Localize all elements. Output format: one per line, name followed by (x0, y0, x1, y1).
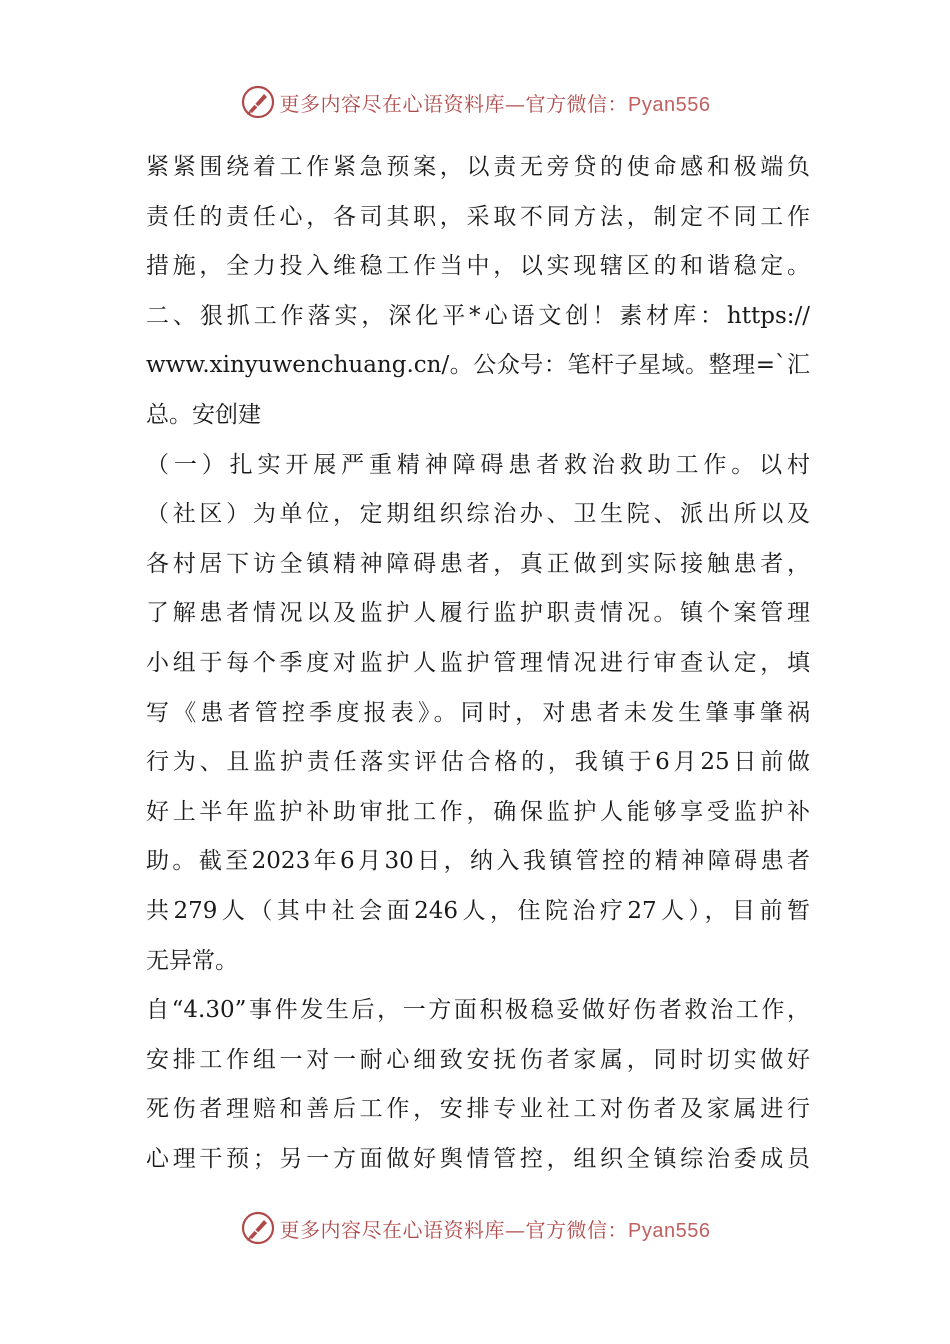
text-line: 二、狠抓工作落实，深化平*心语文创！素材库：https:// (146, 302, 810, 329)
footer-banner (0, 1208, 950, 1248)
text-line: 共279人（其中社会面246人，住院治疗27人），目前暂 (146, 897, 810, 924)
text-line: 紧紧围绕着工作紧急预案，以责无旁贷的使命感和极端负 (146, 154, 810, 180)
footer-banner-account: Pyan556 (628, 1219, 711, 1242)
text-line: 各村居下访全镇精神障碍患者，真正做到实际接触患者， (146, 550, 810, 577)
text-line: 行为、且监护责任落实评估合格的，我镇于6月25日前做 (146, 749, 810, 776)
header-banner-text (280, 88, 711, 117)
text-line: 了解患者情况以及监护人履行监护职责情况。镇个案管理 (146, 600, 810, 627)
text-line: 自“4.30”事件发生后，一方面积极稳妥做好伤者救治工作， (146, 997, 810, 1024)
text-line: 心理干预；另一方面做好舆情管控，组织全镇综治委成员 (146, 1145, 810, 1172)
footer-banner-label: 更多内容尽在心语资料库—官方微信： (279, 1217, 629, 1242)
text-line: 好上半年监护补助审批工作，确保监护人能够享受监护补 (146, 798, 810, 825)
text-line: 无异常。 (146, 947, 238, 974)
text-line: 措施，全力投入维稳工作当中，以实现辖区的和谐稳定。 (146, 253, 810, 280)
text-line: 助。截至2023年6月30日，纳入我镇管控的精神障碍患者 (146, 848, 810, 875)
text-line: 死伤者理赔和善后工作，安排专业社工对伤者及家属进行 (146, 1096, 810, 1123)
pen-logo-icon (240, 84, 276, 120)
document-body (146, 143, 810, 1184)
text-line: 安排工作组一对一耐心细致安抚伤者家属，同时切实做好 (146, 1046, 810, 1073)
footer-banner-text (280, 1214, 711, 1243)
header-banner-account: Pyan556 (628, 93, 711, 116)
header-banner (0, 82, 950, 122)
text-line: 写《患者管控季度报表》。同时，对患者未发生肇事肇祸 (146, 699, 810, 726)
text-line: 责任的责任心，各司其职，采取不同方法，制定不同工作 (146, 203, 810, 230)
header-banner-label: 更多内容尽在心语资料库—官方微信： (279, 91, 629, 116)
pen-logo-icon (240, 1210, 276, 1246)
text-line: 小组于每个季度对监护人监护管理情况进行审查认定，填 (146, 649, 810, 676)
text-line: （社区）为单位，定期组织综治办、卫生院、派出所以及 (146, 501, 810, 528)
text-line: www.xinyuwenchuang.cn/。公众号：笔杆子星域。整理=`汇 (146, 352, 810, 379)
text-line: 总。安创建 (146, 401, 261, 428)
text-line: （一）扎实开展严重精神障碍患者救治救助工作。以村 (146, 451, 810, 478)
